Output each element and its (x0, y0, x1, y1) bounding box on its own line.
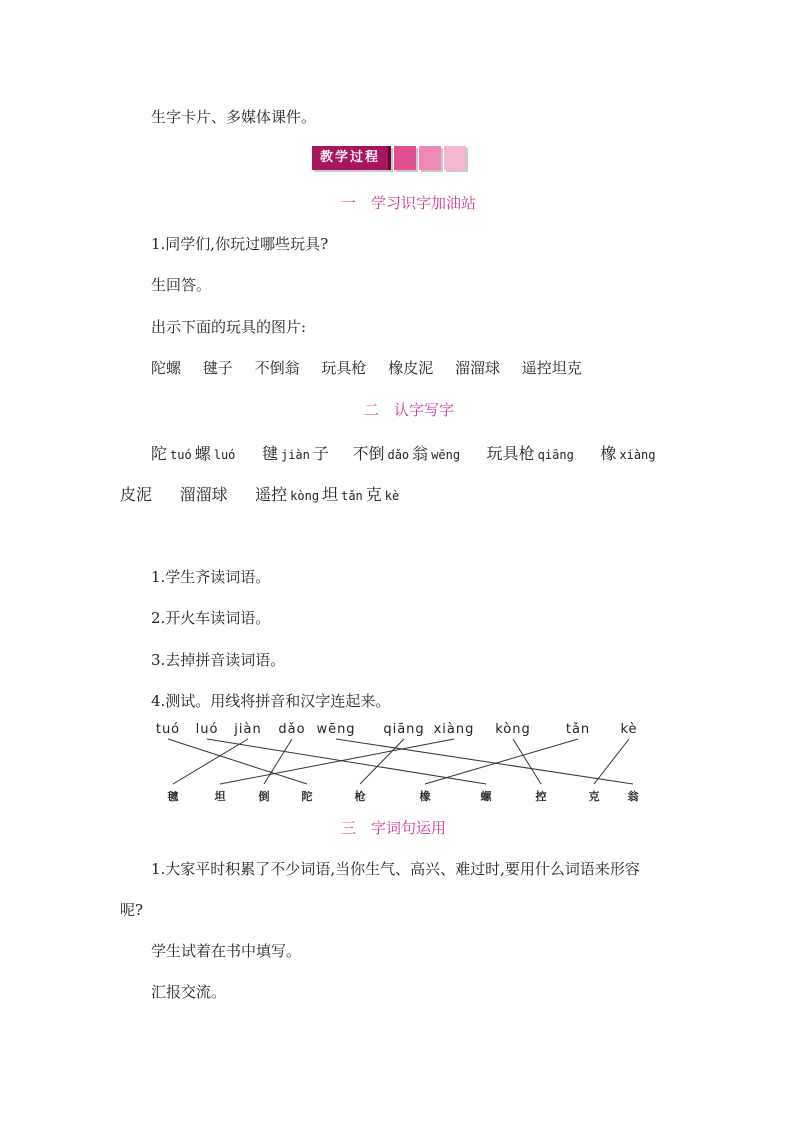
step-4: 4.测试。用线将拼音和汉字连起来。 (151, 692, 391, 710)
match-hanzi: 陀 (301, 790, 313, 803)
word-hanzi: 螺 (194, 444, 211, 463)
match-line (336, 739, 633, 784)
word-pinyin: tǎn (341, 489, 363, 503)
pinyin-matching-exercise (150, 714, 650, 806)
step-1: 1.学生齐读词语。 (151, 568, 271, 586)
word-hanzi: 遥控 (255, 485, 288, 504)
match-line (513, 739, 541, 784)
word-hanzi: 不倒 (352, 444, 385, 463)
match-hanzi: 毽 (167, 790, 179, 803)
toy-item: 陀螺 (151, 359, 182, 377)
toy-item: 毽子 (202, 359, 233, 377)
match-hanzi: 枪 (354, 790, 366, 803)
section3-question-line2: 呢? (120, 901, 144, 919)
match-pinyin: wēng (316, 722, 356, 737)
section-banner (312, 146, 466, 170)
match-pinyin: kè (620, 722, 638, 737)
toy-item: 不倒翁 (254, 359, 300, 377)
match-pinyin: jiàn (234, 722, 262, 737)
match-pinyin: luó (195, 722, 219, 737)
word-hanzi: 玩具枪 (486, 444, 535, 463)
step-2: 2.开火车读词语。 (151, 609, 271, 627)
match-hanzi: 克 (588, 790, 600, 803)
word-hanzi: 子 (312, 444, 329, 463)
toy-list (151, 357, 582, 378)
banner-block-3 (444, 146, 466, 170)
word-pinyin: xiàng (619, 448, 656, 462)
section2-heading: 二 认字写字 (364, 401, 455, 419)
toy-item: 遥控坦克 (521, 359, 582, 377)
section3-p2: 汇报交流。 (151, 983, 227, 1001)
banner-label: 教学过程 (312, 146, 391, 170)
match-line (425, 739, 578, 784)
section3-heading: 三 字词句运用 (341, 819, 447, 837)
word-hanzi: 毽 (261, 444, 278, 463)
match-pinyin: tǎn (565, 722, 591, 737)
match-pinyin: tuó (155, 722, 181, 737)
match-line (207, 739, 486, 784)
word-pinyin: luó (213, 448, 236, 462)
section1-answer: 生回答。 (151, 276, 212, 294)
match-pinyin: kòng (495, 722, 531, 737)
word-pinyin: dǎo (387, 448, 410, 462)
toy-item: 玩具枪 (321, 359, 367, 377)
word-pinyin: kòng (290, 489, 320, 503)
match-hanzi: 坦 (214, 790, 226, 803)
banner-block-2 (419, 146, 441, 170)
match-hanzi: 控 (535, 790, 547, 803)
word-hanzi: 皮泥 (120, 485, 153, 504)
word-hanzi: 橡 (600, 444, 617, 463)
word-pinyin: kè (384, 489, 400, 503)
match-hanzi: 橡 (419, 790, 431, 803)
section3-question-line1: 1.大家平时积累了不少词语,当你生气、高兴、难过时,要用什么词语来形容 (151, 860, 640, 878)
section3-p1: 学生试着在书中填写。 (151, 942, 302, 960)
word-pinyin: tuó (170, 448, 192, 462)
section1-question: 1.同学们,你玩过哪些玩具? (151, 235, 329, 253)
pinyin-row-2 (120, 482, 402, 505)
word-pinyin: qiāng (537, 448, 574, 462)
materials-line: 生字卡片、多媒体课件。 (151, 108, 317, 126)
step-3: 3.去掉拼音读词语。 (151, 651, 286, 669)
word-hanzi: 翁 (412, 444, 429, 463)
match-line (264, 739, 292, 784)
match-hanzi: 翁 (627, 790, 639, 803)
match-pinyin: qiāng (383, 722, 425, 737)
match-hanzi: 螺 (480, 790, 492, 803)
match-pinyin: dǎo (278, 722, 306, 737)
match-hanzi: 倒 (258, 790, 270, 803)
word-pinyin: wēng (431, 448, 461, 462)
toy-item: 溜溜球 (454, 359, 500, 377)
toy-item: 橡皮泥 (388, 359, 434, 377)
word-hanzi: 坦 (322, 485, 339, 504)
word-hanzi: 陀 (151, 444, 168, 463)
section1-show: 出示下面的玩具的图片: (151, 318, 307, 336)
match-line (220, 739, 454, 784)
word-pinyin: jiàn (280, 448, 310, 462)
word-hanzi: 溜溜球 (179, 485, 228, 504)
match-line (594, 739, 629, 784)
word-hanzi: 克 (365, 485, 382, 504)
banner-block-1 (394, 146, 416, 170)
pinyin-row-1 (151, 441, 659, 464)
section1-heading: 一 学习识字加油站 (341, 194, 477, 212)
match-pinyin: xiàng (433, 722, 475, 737)
